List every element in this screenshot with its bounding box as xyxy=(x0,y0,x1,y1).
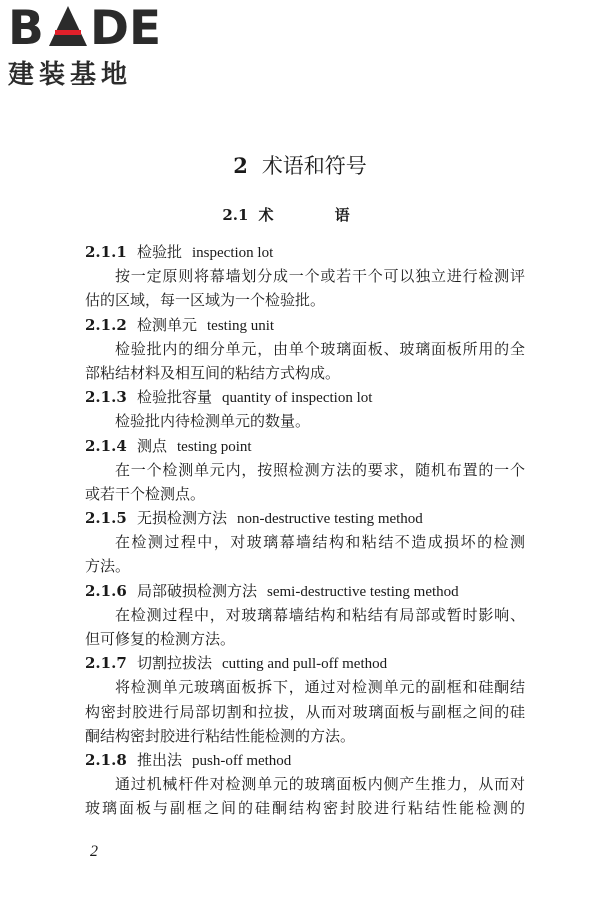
term-heading xyxy=(85,651,525,675)
term-chinese: 切割拉拔法 xyxy=(137,654,213,673)
term-english: testing point xyxy=(177,438,252,455)
term-heading xyxy=(85,506,525,530)
term-definition-line: 酮结构密封胶进行粘结性能检测的方法。 xyxy=(85,726,356,745)
term-definition-line: 玻璃面板与副框之间的硅酮结构密封胶进行粘结性能检测的 xyxy=(85,799,525,818)
term-definition-line: 估的区域，每一区域为一个检验批。 xyxy=(85,291,326,310)
chapter-number: 2 xyxy=(233,153,248,178)
term-chinese: 检验批 xyxy=(137,243,183,261)
section-title: 术 语 xyxy=(258,206,378,224)
term-definition-line: 检验批内待检测单元的数量。 xyxy=(115,412,311,431)
term-number: 2.1.5 xyxy=(85,509,127,528)
term-definition-line: 部粘结材料及相互间的粘结方式构成。 xyxy=(85,363,341,382)
term-english: inspection lot xyxy=(192,245,274,261)
term-english: testing unit xyxy=(207,317,275,334)
term-english: non-destructive testing method xyxy=(237,511,423,528)
term-chinese: 检测单元 xyxy=(137,315,198,334)
logo-chinese-name: 建装基地 xyxy=(8,60,133,90)
section-number: 2.1 xyxy=(222,206,249,224)
term-definition-line: 在检测过程中，对玻璃幕墙结构和粘结有局部或暂时影响、 xyxy=(115,605,525,624)
term-heading xyxy=(85,748,525,772)
term-definition-line: 将检测单元玻璃面板拆下，通过对检测单元的副框和硅酮结 xyxy=(115,678,525,697)
term-number: 2.1.8 xyxy=(85,750,127,769)
term-definition-line: 通过机械杆件对检测单元的玻璃面板内侧产生推力，从而对 xyxy=(115,775,525,794)
term-heading xyxy=(85,240,525,264)
term-heading xyxy=(85,385,525,409)
term-number: 2.1.7 xyxy=(85,654,127,673)
term-english: quantity of inspection lot xyxy=(222,390,373,407)
term-english: cutting and pull-off method xyxy=(222,656,388,673)
term-definition-line: 在检测过程中，对玻璃幕墙结构和粘结不造成损坏的检测 xyxy=(115,533,525,552)
term-chinese: 测点 xyxy=(137,436,168,455)
term-english: push-off method xyxy=(192,752,292,769)
term-chinese: 推出法 xyxy=(137,750,183,769)
term-heading xyxy=(85,434,525,458)
term-chinese: 无损检测方法 xyxy=(137,509,228,528)
term-english: semi-destructive testing method xyxy=(267,583,459,600)
term-number: 2.1.3 xyxy=(85,388,127,407)
term-definition-line: 构密封胶进行局部切割和拉拔，从而对玻璃面板与副框之间的硅 xyxy=(85,702,525,721)
logo-letters-de: DE xyxy=(90,1,162,56)
term-heading xyxy=(85,579,525,603)
term-definition-line: 或若干个检测点。 xyxy=(85,484,206,503)
term-definition-line: 但可修复的检测方法。 xyxy=(85,630,236,648)
term-number: 2.1.2 xyxy=(85,315,127,334)
page-number: 2 xyxy=(90,843,98,860)
term-definition-line: 在一个检测单元内，按照检测方法的要求，随机布置的一个 xyxy=(115,460,525,479)
section-heading xyxy=(0,204,600,226)
term-chinese: 检验批容量 xyxy=(137,388,213,407)
term-definition-line: 检验批内的细分单元，由单个玻璃面板、玻璃面板所用的全 xyxy=(115,339,525,358)
chapter-title: 术语和符号 xyxy=(261,154,367,178)
term-number: 2.1.6 xyxy=(85,581,127,600)
term-number: 2.1.1 xyxy=(85,243,127,261)
term-definition-line: 按一定原则将幕墙划分成一个或若干个可以独立进行检测评 xyxy=(115,267,525,286)
term-number: 2.1.4 xyxy=(85,436,127,455)
terms-content xyxy=(85,240,525,821)
logo-wordmark xyxy=(8,1,178,56)
term-chinese: 局部破损检测方法 xyxy=(137,581,258,600)
chapter-heading xyxy=(0,152,600,180)
logo-a-triangle-icon xyxy=(49,6,87,46)
brand-logo xyxy=(8,1,178,91)
term-heading xyxy=(85,313,525,337)
logo-letter-b: B xyxy=(8,1,44,56)
term-definition-line: 方法。 xyxy=(85,557,131,576)
